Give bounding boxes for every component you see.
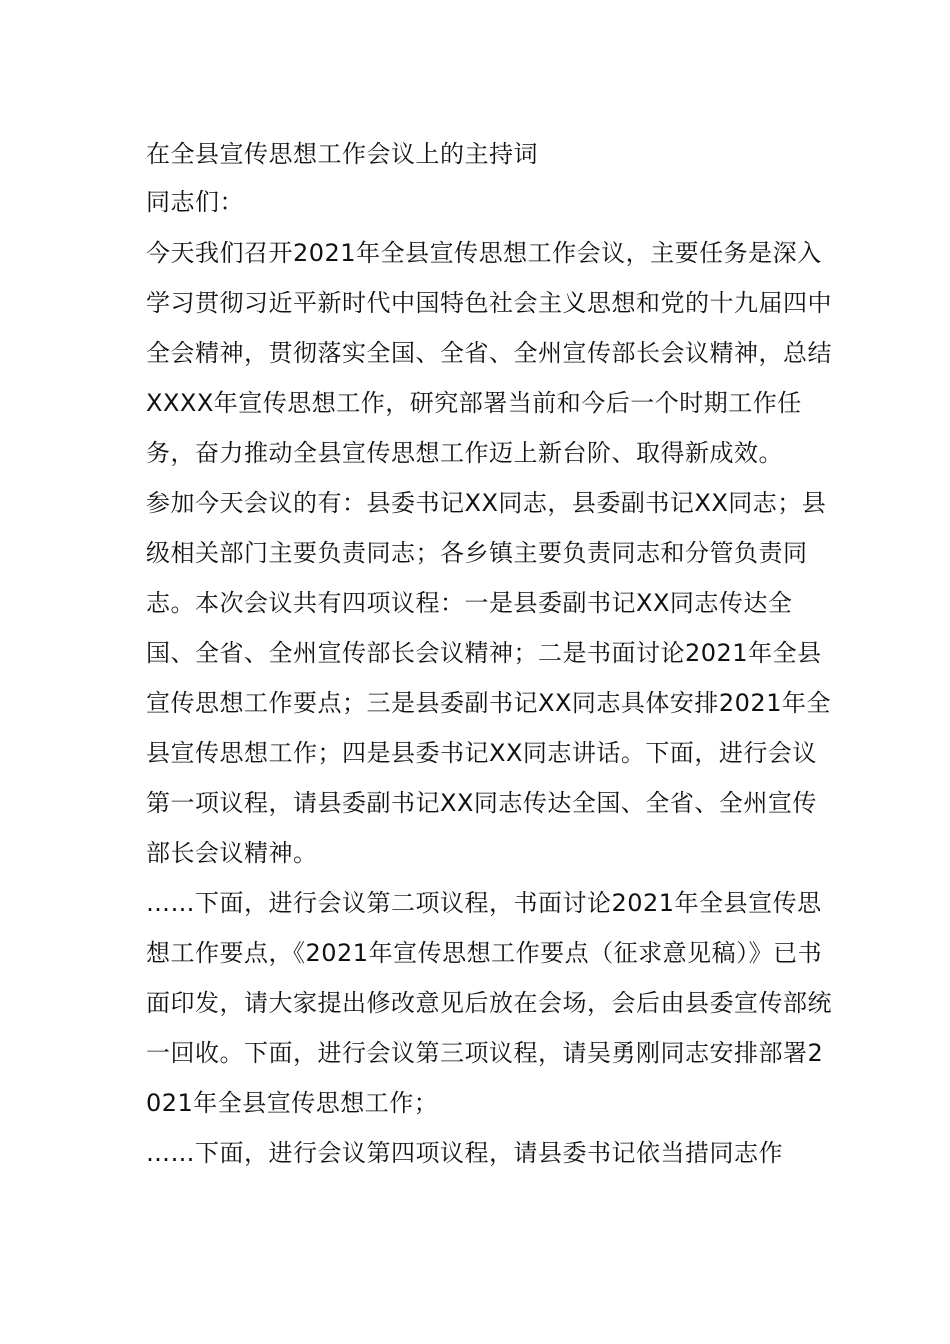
paragraph-fourth-agenda: ……下面，进行会议第四项议程，请县委书记依当措同志作 xyxy=(146,1139,783,1167)
paragraph-attendees-agenda: 参加今天会议的有：县委书记XX同志，县委副书记XX同志；县级相关部门主要负责同志；各乡镇主要负责同志和分管负责同志。本次会议共有四项议程：一是县委副书记XX同志传达全国、全省、全州宣传部长会议精神；二是书面讨论2021年全县宣传思想工作要点；三是县委副书记XX同志具体安排2021年全县宣传思想工作；四是县委书记XX同志讲话。下面，进行会议第一项议程，请县委副书记XX同志传达全国、全省、全州宣传部长会议精神。 xyxy=(146,489,831,867)
document-title: 在全县宣传思想工作会议上的主持词 xyxy=(146,140,538,168)
salutation: 同志们： xyxy=(146,188,244,216)
document-body xyxy=(146,134,836,1178)
paragraph-opening: 今天我们召开2021年全县宣传思想工作会议，主要任务是深入学习贯彻习近平新时代中国特色社会主义思想和党的十九届四中全会精神，贯彻落实全国、全省、全州宣传部长会议精神，总结XXXX年宣传思想工作，研究部署当前和今后一个时期工作任务，奋力推动全县宣传思想工作迈上新台阶、取得新成效。 xyxy=(146,239,832,467)
paragraph-second-third-agenda: ……下面，进行会议第二项议程，书面讨论2021年全县宣传思想工作要点，《2021年宣传思想工作要点（征求意见稿）》已书面印发，请大家提出修改意见后放在会场，会后由县委宣传部统一回收。下面，进行会议第三项议程，请吴勇刚同志安排部署2021年全县宣传思想工作； xyxy=(146,889,832,1117)
